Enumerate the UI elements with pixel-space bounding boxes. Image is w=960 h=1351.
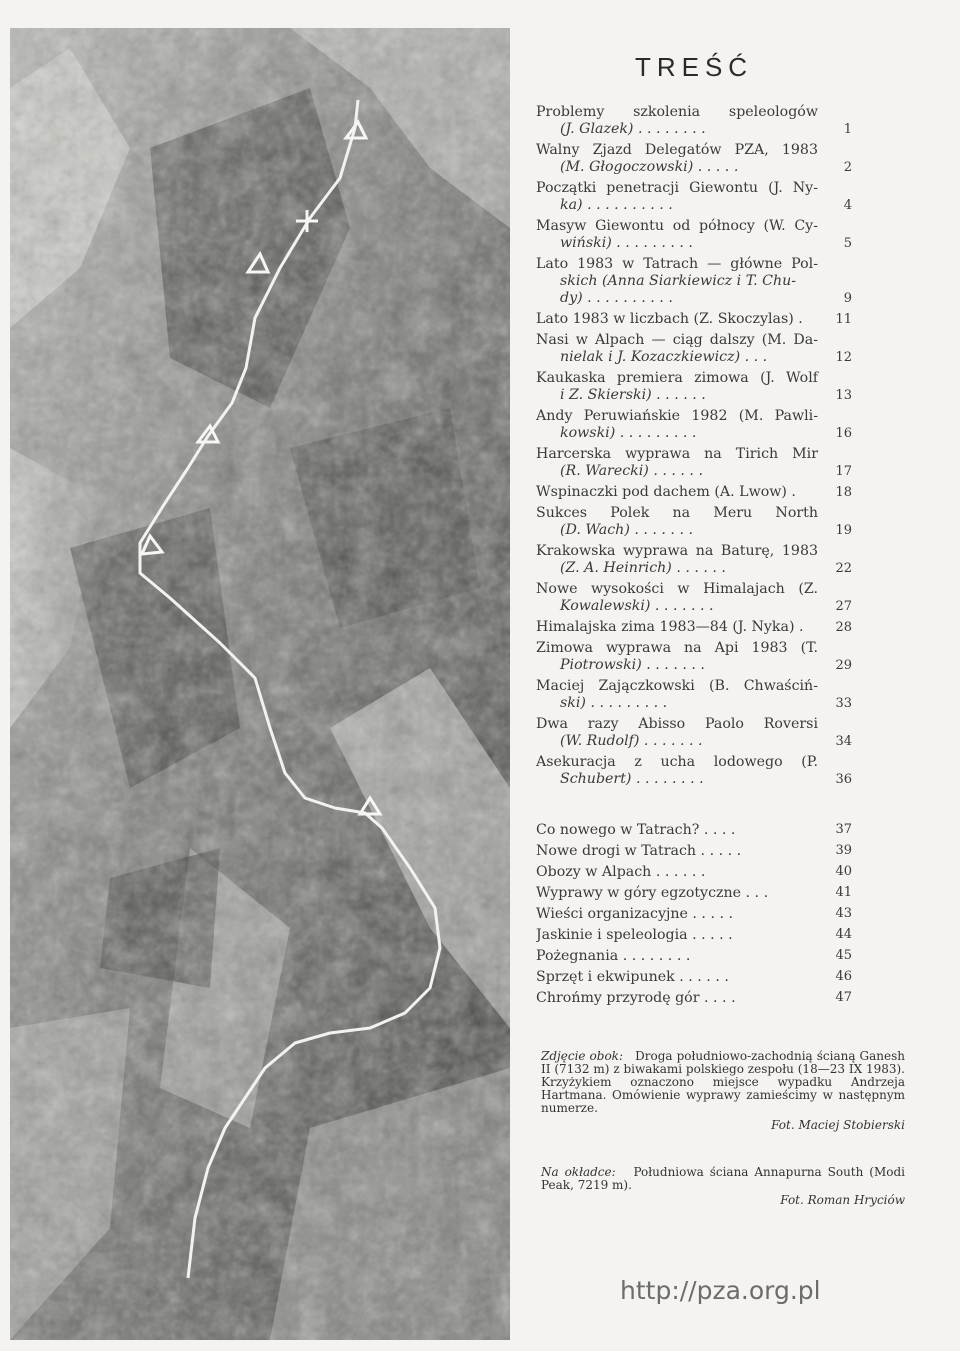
toc-entry-title: Andy Peruwiańskie 1982 (M. Pawli-: [536, 408, 818, 424]
toc-entry-title: Lato 1983 w Tatrach — główne Pol-: [536, 256, 818, 272]
toc-entry-title: Dwa razy Abisso Paolo Roversi: [536, 716, 818, 732]
section-entry-title: Sprzęt i ekwipunek . . . . . .: [536, 969, 729, 985]
toc-entry[interactable]: [536, 311, 852, 328]
toc-entry-page: 1: [843, 122, 852, 137]
toc-entry[interactable]: [536, 678, 852, 712]
toc-entry-title: Sukces Polek na Meru North: [536, 505, 818, 521]
toc-entry-title: Wspinaczki pod dachem (A. Lwow) .: [536, 484, 796, 500]
toc-entry-title: Himalajska zima 1983—84 (J. Nyka) .: [536, 619, 804, 635]
toc-entry-title: Zimowa wyprawa na Api 1983 (T.: [536, 640, 818, 656]
toc-entry[interactable]: [536, 256, 852, 307]
section-entry-page: 47: [835, 990, 852, 1005]
cover-caption-credit: Fot. Roman Hryciów: [780, 1193, 905, 1207]
caption-lead: Zdjęcie obok:: [541, 1049, 623, 1063]
section-entry-page: 40: [835, 864, 852, 879]
toc-entry-continuation: ski) . . . . . . . . .: [560, 695, 668, 711]
toc-entry-page: 36: [835, 772, 852, 787]
toc-entry[interactable]: [536, 142, 852, 176]
section-entry-title: Jaskinie i speleologia . . . . .: [536, 927, 733, 943]
toc-entry-continuation: (D. Wach) . . . . . . .: [560, 522, 693, 538]
toc-entry-continuation: Kowalewski) . . . . . . .: [560, 598, 714, 614]
toc-entry-page: 22: [835, 561, 852, 576]
toc-entry-title: Nasi w Alpach — ciąg dalszy (M. Da-: [536, 332, 818, 348]
toc-entry-title: Asekuracja z ucha lodowego (P.: [536, 754, 818, 770]
toc-entry[interactable]: [536, 505, 852, 539]
toc-entry-title: Maciej Zajączkowski (B. Chwaściń-: [536, 678, 818, 694]
toc-entry[interactable]: [536, 640, 852, 674]
section-entry-page: 41: [835, 885, 852, 900]
section-entry[interactable]: [536, 820, 852, 841]
toc-entry[interactable]: [536, 484, 852, 501]
cover-caption-lead: Na okładce:: [541, 1165, 616, 1179]
toc-entry-page: 2: [843, 160, 852, 175]
toc-entry-page: 29: [835, 658, 852, 673]
toc-entry[interactable]: [536, 332, 852, 366]
section-entry-title: Chrońmy przyrodę gór . . . .: [536, 990, 736, 1006]
toc-entry-page: 13: [835, 388, 852, 403]
cover-caption: [541, 1166, 905, 1207]
caption-text: Droga południowo-zachodnią ścianą Ganesh II (7132 m) z biwakami polskiego zespołu (18—23 IX 1983). Krzyżykiem oznaczono miejsce wypadku Andrzeja Hartmana. Omówienie wyprawy zamieścimy w następnym numerze.: [541, 1049, 905, 1115]
toc-entry-title: Kaukaska premiera zimowa (J. Wolf: [536, 370, 818, 386]
toc-entry-continuation: Piotrowski) . . . . . . .: [560, 657, 705, 673]
toc-entry[interactable]: [536, 446, 852, 480]
toc-entry-continuation: (M. Głogoczowski) . . . . .: [560, 159, 739, 175]
toc-entry[interactable]: [536, 754, 852, 788]
toc-entry-title: Harcerska wyprawa na Tirich Mir: [536, 446, 818, 462]
toc-entry-continuation: (J. Glazek) . . . . . . . .: [560, 121, 706, 137]
toc-entry-page: 34: [835, 734, 852, 749]
toc-entry-page: 17: [835, 464, 852, 479]
section-entry[interactable]: [536, 862, 852, 883]
section-entry-page: 43: [835, 906, 852, 921]
toc-entry-title: Nowe wysokości w Himalajach (Z.: [536, 581, 818, 597]
toc-entry-page: 33: [835, 696, 852, 711]
toc-entry-page: 4: [843, 198, 852, 213]
section-entry-title: Wyprawy w góry egzotyczne . . .: [536, 885, 769, 901]
section-entry-title: Pożegnania . . . . . . . .: [536, 948, 691, 964]
toc-entry[interactable]: [536, 180, 852, 214]
toc-entry[interactable]: [536, 619, 852, 636]
toc-entry[interactable]: [536, 370, 852, 404]
toc-entry-continuation: (Z. A. Heinrich) . . . . . .: [560, 560, 726, 576]
toc-entry-title: Walny Zjazd Delegatów PZA, 1983: [536, 142, 818, 158]
toc-entry-page: 19: [835, 523, 852, 538]
toc-entry-continuation: dy) . . . . . . . . . .: [560, 290, 673, 306]
toc-entry-title: Początki penetracji Giewontu (J. Ny-: [536, 180, 818, 196]
toc-entry[interactable]: [536, 581, 852, 615]
toc-entry-page: 9: [843, 291, 852, 306]
section-entry-page: 45: [835, 948, 852, 963]
toc-entry-continuation: wiński) . . . . . . . . .: [560, 235, 693, 251]
toc-entry-continuation: Schubert) . . . . . . . .: [560, 771, 704, 787]
toc-entry-page: 11: [835, 312, 852, 327]
toc-entry[interactable]: [536, 104, 852, 138]
toc-entry-page: 12: [835, 350, 852, 365]
section-entry[interactable]: [536, 904, 852, 925]
toc-entry-title: Krakowska wyprawa na Baturę, 1983: [536, 543, 818, 559]
photo-caption: [541, 1050, 905, 1132]
mountain-photo: [10, 28, 510, 1340]
toc-entry-title: Lato 1983 w liczbach (Z. Skoczylas) .: [536, 311, 803, 327]
section-entry[interactable]: [536, 967, 852, 988]
toc-entry-continuation: (W. Rudolf) . . . . . . .: [560, 733, 703, 749]
toc-entry-page: 18: [835, 485, 852, 500]
toc-entry[interactable]: [536, 716, 852, 750]
toc-entry-page: 16: [835, 426, 852, 441]
caption-credit: Fot. Maciej Stobierski: [771, 1118, 905, 1132]
cover-caption-text: Południowa ściana Annapurna South (Modi Peak, 7219 m).: [541, 1165, 905, 1192]
section-entry[interactable]: [536, 988, 852, 1009]
toc-entry[interactable]: [536, 408, 852, 442]
section-entry-page: 44: [835, 927, 852, 942]
section-entry-page: 37: [835, 822, 852, 837]
table-of-contents: [536, 104, 852, 792]
section-entry[interactable]: [536, 925, 852, 946]
section-entry-page: 46: [835, 969, 852, 984]
toc-entry-title: Masyw Giewontu od północy (W. Cy-: [536, 218, 818, 234]
section-entry-title: Nowe drogi w Tatrach . . . . .: [536, 843, 742, 859]
page-title: TREŚĆ: [634, 52, 754, 82]
toc-entry-continuation: skich (Anna Siarkiewicz i T. Chu-: [560, 273, 797, 289]
toc-entry-continuation: ka) . . . . . . . . . .: [560, 197, 673, 213]
section-entry-title: Co nowego w Tatrach? . . . .: [536, 822, 736, 838]
footer-url[interactable]: http://pza.org.pl: [620, 1276, 821, 1305]
toc-entry-continuation: i Z. Skierski) . . . . . .: [560, 387, 706, 403]
toc-entry[interactable]: [536, 218, 852, 252]
section-entry[interactable]: [536, 946, 852, 967]
section-entry-title: Wieści organizacyjne . . . . .: [536, 906, 734, 922]
toc-entry-page: 27: [835, 599, 852, 614]
toc-entry-continuation: (R. Warecki) . . . . . .: [560, 463, 703, 479]
section-list: [536, 820, 852, 1009]
section-entry[interactable]: [536, 883, 852, 904]
toc-entry-continuation: nielak i J. Kozaczkiewicz) . . .: [560, 349, 768, 365]
toc-entry-title: Problemy szkolenia speleologów: [536, 104, 818, 120]
toc-entry-page: 28: [835, 620, 852, 635]
toc-entry[interactable]: [536, 543, 852, 577]
toc-entry-continuation: kowski) . . . . . . . . .: [560, 425, 697, 441]
toc-entry-page: 5: [843, 236, 852, 251]
section-entry-title: Obozy w Alpach . . . . . .: [536, 864, 706, 880]
section-entry-page: 39: [835, 843, 852, 858]
section-entry[interactable]: [536, 841, 852, 862]
